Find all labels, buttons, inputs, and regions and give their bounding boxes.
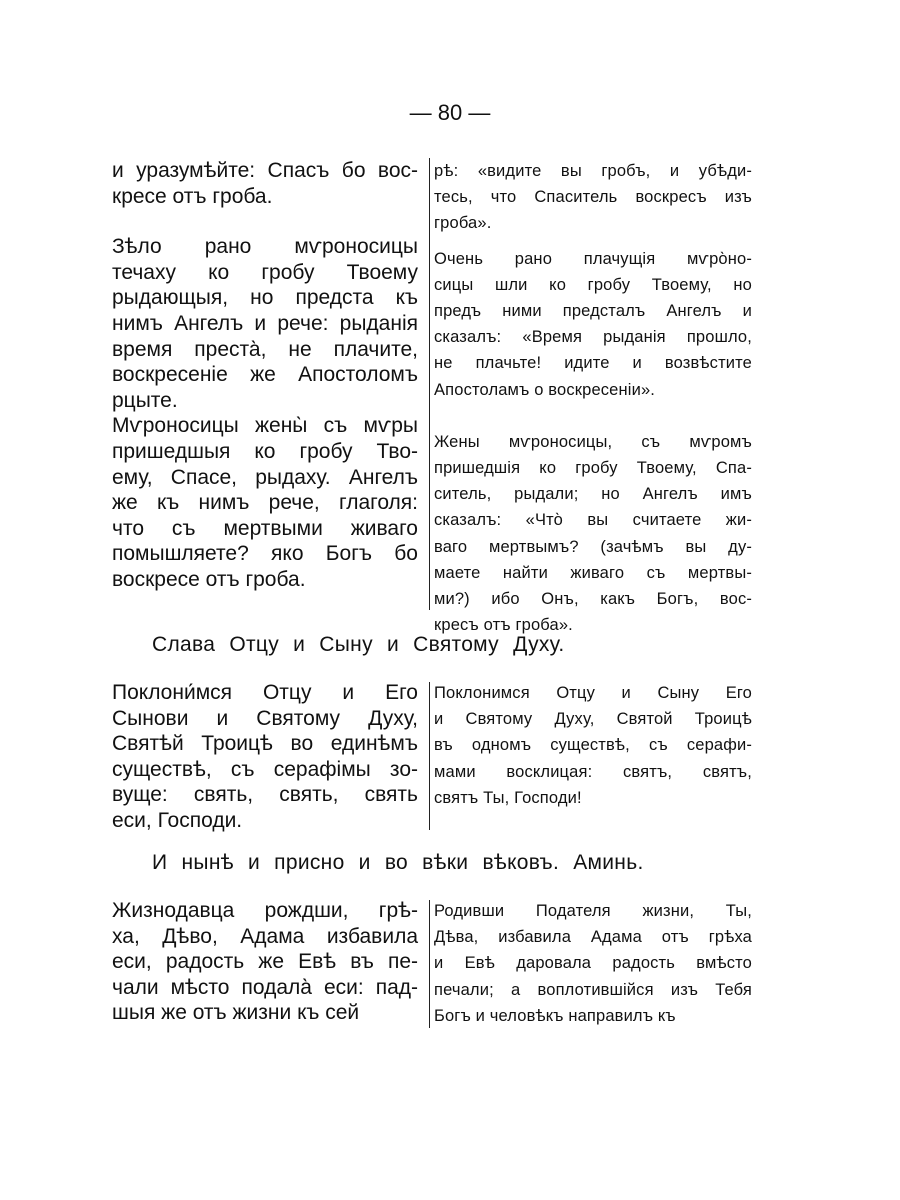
text-line: ваго мертвымъ? (зачѣмъ вы ду- [434, 537, 752, 556]
text-line: еси, Господи. [112, 808, 243, 832]
text-line: Зѣло рано мѵроносицы [112, 235, 418, 259]
text-line: же къ нимъ рече, глаголя: [112, 491, 418, 515]
text-line: Очень рано плачущія мѵро̀но- [434, 249, 752, 268]
text-line: существѣ, съ серафімы зо- [112, 757, 418, 781]
text-line: и Евѣ даровала радость вмѣсто [434, 954, 752, 973]
text-line: въ одномъ существѣ, съ серафи- [434, 736, 752, 755]
text-line: Апостоламъ о воскресеніи». [434, 380, 656, 399]
paragraph [112, 234, 418, 413]
text-line: сицы шли ко гробу Твоему, но [434, 275, 752, 294]
paragraph [434, 158, 752, 237]
text-line: время преста̀, не плачите, [112, 337, 418, 361]
glory-heading: Слава Отцу и Сыну и Святому Духу. [152, 633, 565, 656]
text-line: печали; а воплотившійся изъ Тебя [434, 980, 752, 999]
text-line: что съ мертвыми живаго [112, 516, 418, 540]
text-line: рѣ: «видите вы гробъ, и убѣди- [434, 162, 752, 180]
church-slavonic-column [112, 680, 418, 834]
paragraph [112, 158, 418, 209]
text-line: Дѣва, избавила Адама отъ грѣха [434, 928, 752, 947]
text-line: пришедшыя ко гробу Тво- [112, 439, 418, 463]
paragraph [434, 680, 752, 811]
paragraph [112, 898, 418, 1026]
text-line: чали мѣсто подала̀ еси: пад- [112, 975, 418, 999]
text-line: рыдающыя, но предста къ [112, 286, 418, 310]
text-line: пришедшія ко гробу Твоему, Спа- [434, 459, 752, 478]
text-line: Поклонимся Отцу и Сыну Его [434, 684, 752, 702]
paragraph [434, 429, 752, 639]
russian-column [434, 680, 752, 811]
text-line: воскресеніе же Апостоломъ [112, 363, 418, 387]
text-line: вуще: свять, свять, свять [112, 783, 418, 807]
text-line: Родивши Подателя жизни, Ты, [434, 902, 752, 920]
text-line: Жизнодавца рождши, грѣ- [112, 899, 418, 922]
paragraph [434, 246, 752, 403]
column-divider [429, 900, 430, 1028]
russian-column [434, 898, 752, 1029]
text-line: Мѵроносицы жены̀ съ мѵры [112, 414, 418, 438]
text-line: ми?) ибо Онъ, какъ Богъ, вос- [434, 590, 752, 609]
text-line: нимъ Ангелъ и рече: рыданія [112, 311, 418, 335]
text-line: течаху ко гробу Твоему [112, 260, 418, 284]
page-number: — 80 — [409, 100, 491, 125]
text-line: сказалъ: «Время рыданія прошло, [434, 328, 752, 347]
paragraph [434, 898, 752, 1029]
text-line: Поклони́мся Отцу и Его [112, 681, 418, 704]
text-line: Богъ и человѣкъ направилъ къ [434, 1006, 676, 1025]
text-line: рцыте. [112, 388, 178, 412]
church-slavonic-column [112, 158, 418, 593]
text-line: еси, радость же Евѣ въ пе- [112, 950, 418, 974]
parallel-text-section-3 [112, 898, 752, 1028]
text-line: помышляете? яко Богъ бо [112, 542, 418, 566]
parallel-text-section-2 [112, 680, 752, 830]
text-line: сказалъ: «Что̀ вы считаете жи- [434, 511, 752, 530]
text-line: кресъ отъ гроба». [434, 616, 573, 635]
column-divider [429, 158, 430, 610]
text-line: ха, Дѣво, Адама избавила [112, 924, 418, 948]
text-line: и Святому Духу, Святой Троицѣ [434, 710, 752, 729]
now-and-ever-heading: И нынѣ и присно и во вѣки вѣковъ. Аминь. [152, 851, 644, 874]
text-line: не плачьте! идите и возвѣстите [434, 354, 752, 373]
text-line: тесь, что Спаситель воскресъ изъ [434, 188, 752, 207]
text-line: святъ Ты, Господи! [434, 788, 582, 807]
text-line: и уразумѣйте: Спасъ бо вос- [112, 159, 418, 182]
text-line: гроба». [434, 214, 492, 233]
column-divider [429, 682, 430, 830]
russian-column [434, 158, 752, 638]
text-line: воскресе отъ гроба. [112, 567, 306, 591]
text-line: шыя же отъ жизни къ сей [112, 1001, 360, 1025]
text-line: Святѣй Троицѣ во единѣмъ [112, 732, 418, 756]
paragraph [112, 413, 418, 592]
paragraph [112, 680, 418, 834]
parallel-text-section-1 [112, 158, 752, 635]
text-line: ему, Спасе, рыдаху. Ангелъ [112, 465, 418, 489]
text-line: Жены мѵроносицы, съ мѵромъ [434, 432, 752, 451]
text-line: предъ ними предсталъ Ангелъ и [434, 302, 752, 321]
text-line: маете найти живаго съ мертвы- [434, 563, 752, 582]
text-line: мами восклицая: святъ, святъ, [434, 762, 752, 781]
text-line: Сынови и Святому Духу, [112, 706, 418, 730]
church-slavonic-column [112, 898, 418, 1026]
text-line: ситель, рыдали; но Ангелъ имъ [434, 485, 752, 504]
text-line: кресе отъ гроба. [112, 184, 273, 208]
